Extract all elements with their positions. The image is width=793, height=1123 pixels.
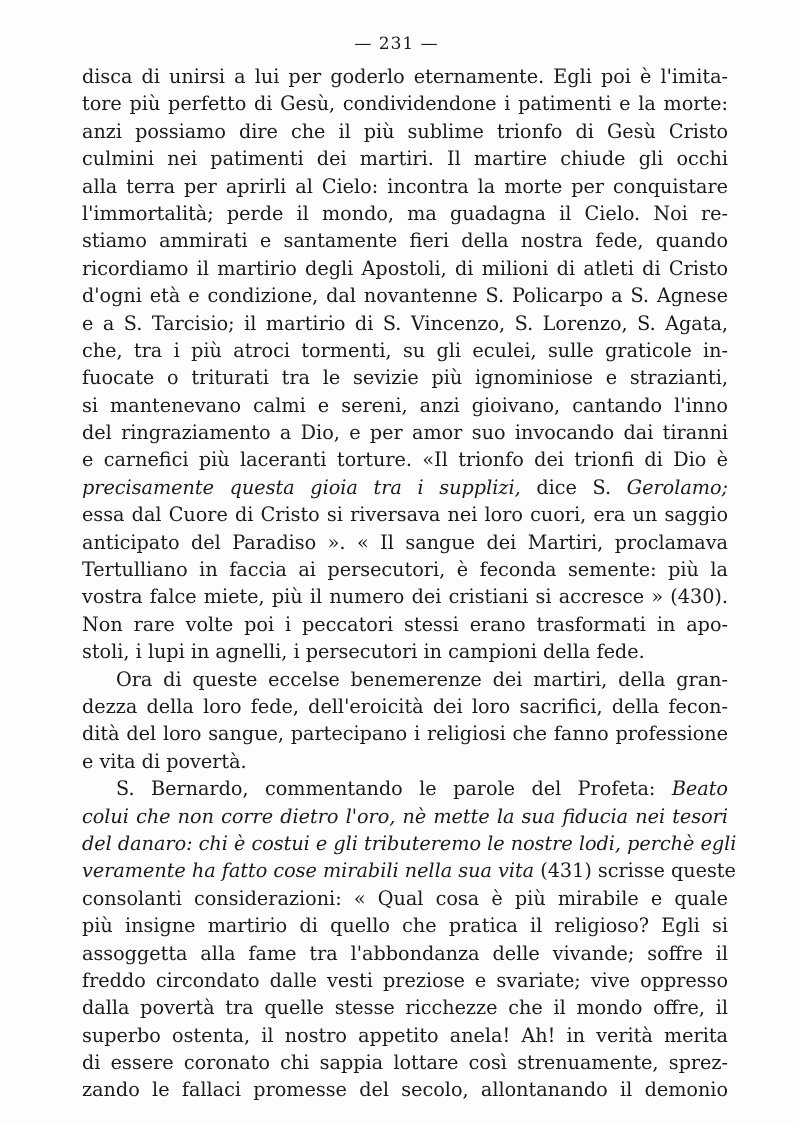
text-line: freddo circondato dalle vesti preziose e svariate; vive oppresso [82,968,728,992]
text-line: assoggetta alla fame tra l'abbondanza delle vivande; soffre il [82,941,728,965]
text-line: disca di unirsi a lui per goderlo eternamente. Egli poi è l'imita- [82,65,728,88]
text-line: del ringraziamento a Dio, e per amor suo invocando dai tiranni [82,421,728,445]
text-line: fuocate o triturati tra le sevizie più ignominiose e strazianti, [82,366,728,390]
text-fragment: (431) scrisse queste [534,859,736,883]
text-line: essa dal Cuore di Cristo si riversava nei loro cuori, era un saggio [82,503,728,527]
text-line: tore più perfetto di Gesù, condividendone i patimenti e la morte: [82,92,728,116]
text-line: l'immortalità; perde il mondo, ma guadagna il Cielo. Noi re- [82,201,728,225]
quote-fragment: veramente ha fatto cose mirabili nella sua vita [82,859,535,883]
text-line-mixed [82,775,728,802]
quote-fragment: precisamente questa gioia tra i supplizi, [82,475,521,499]
text-line: Tertulliano in faccia ai persecutori, è feconda semente: più la [82,558,728,582]
text-line: consolanti considerazioni: « Qual cosa è più mirabile e quale [82,886,728,910]
text-line: e a S. Tarcisio; il martirio di S. Vincenzo, S. Lorenzo, S. Agata, [82,311,728,335]
text-line: alla terra per aprirli al Cielo: incontra la morte per conquistare [82,174,728,198]
page-number: — 231 — [354,34,439,54]
text-line: Ora di queste eccelse benemerenze dei martiri, della gran- [116,667,728,691]
text-line: si mantenevano calmi e sereni, anzi gioivano, cantando l'inno [82,393,728,417]
text-line: dezza della loro fede, dell'eroicità dei loro sacrifici, della fecon- [82,694,728,718]
body-text [82,63,737,1104]
text-line: d'ogni età e condizione, dal novantenne S. Policarpo a S. Agnese [82,284,728,308]
text-line: ricordiamo il martirio degli Apostoli, di milioni di atleti di Cristo [82,256,728,280]
text-line: stiamo ammirati e santamente fieri della nostra fede, quando [82,229,728,253]
text-line: dalla povertà tra quelle stesse ricchezze che il mondo offre, il [82,996,728,1020]
text-line: Non rare volte poi i peccatori stessi erano trasformati in apo- [82,612,728,636]
text-line: zando le fallaci promesse del secolo, allontanando il demonio [82,1078,728,1102]
author-name: Gerolamo; [626,475,728,499]
text-line: anzi possiamo dire che il più sublime trionfo di Gesù Cristo [82,119,728,143]
text-fragment: S. Bernardo, commentando le parole del Profeta: [116,777,672,801]
text-line-mixed [82,474,728,501]
text-line: dità del loro sangue, partecipano i religiosi che fanno professione [82,722,728,746]
text-fragment: dice S. [520,475,627,499]
text-line: vostra falce miete, più il numero dei cristiani si accresce » (430). [82,585,728,609]
text-line: culmini nei patimenti dei martiri. Il martire chiude gli occhi [82,147,728,171]
quote-fragment: Beato [671,777,728,801]
text-line: anticipato del Paradiso ». « Il sangue dei Martiri, proclamava [82,530,728,554]
text-line: stoli, i lupi in agnelli, i persecutori in campioni della fede. [82,640,645,664]
quote-line: del danaro: chi è costui e gli tributeremo le nostre lodi, perchè egli [82,831,737,855]
text-line: superbo ostenta, il nostro appetito anela! Ah! in verità merita [82,1023,728,1047]
text-line-mixed [82,857,736,884]
text-line: e carnefici più laceranti torture. «Il trionfo dei trionfi di Dio è [82,448,728,472]
quote-line: colui che non corre dietro l'oro, nè mette la sua fiducia nei tesori [82,804,728,828]
text-line: che, tra i più atroci tormenti, su gli eculei, sulle graticole in- [82,338,728,362]
text-line: e vita di povertà. [82,749,247,773]
text-line: di essere coronato chi sappia lottare così strenuamente, sprez- [82,1051,728,1075]
text-line: più insigne martirio di quello che pratica il religioso? Egli si [82,914,728,938]
